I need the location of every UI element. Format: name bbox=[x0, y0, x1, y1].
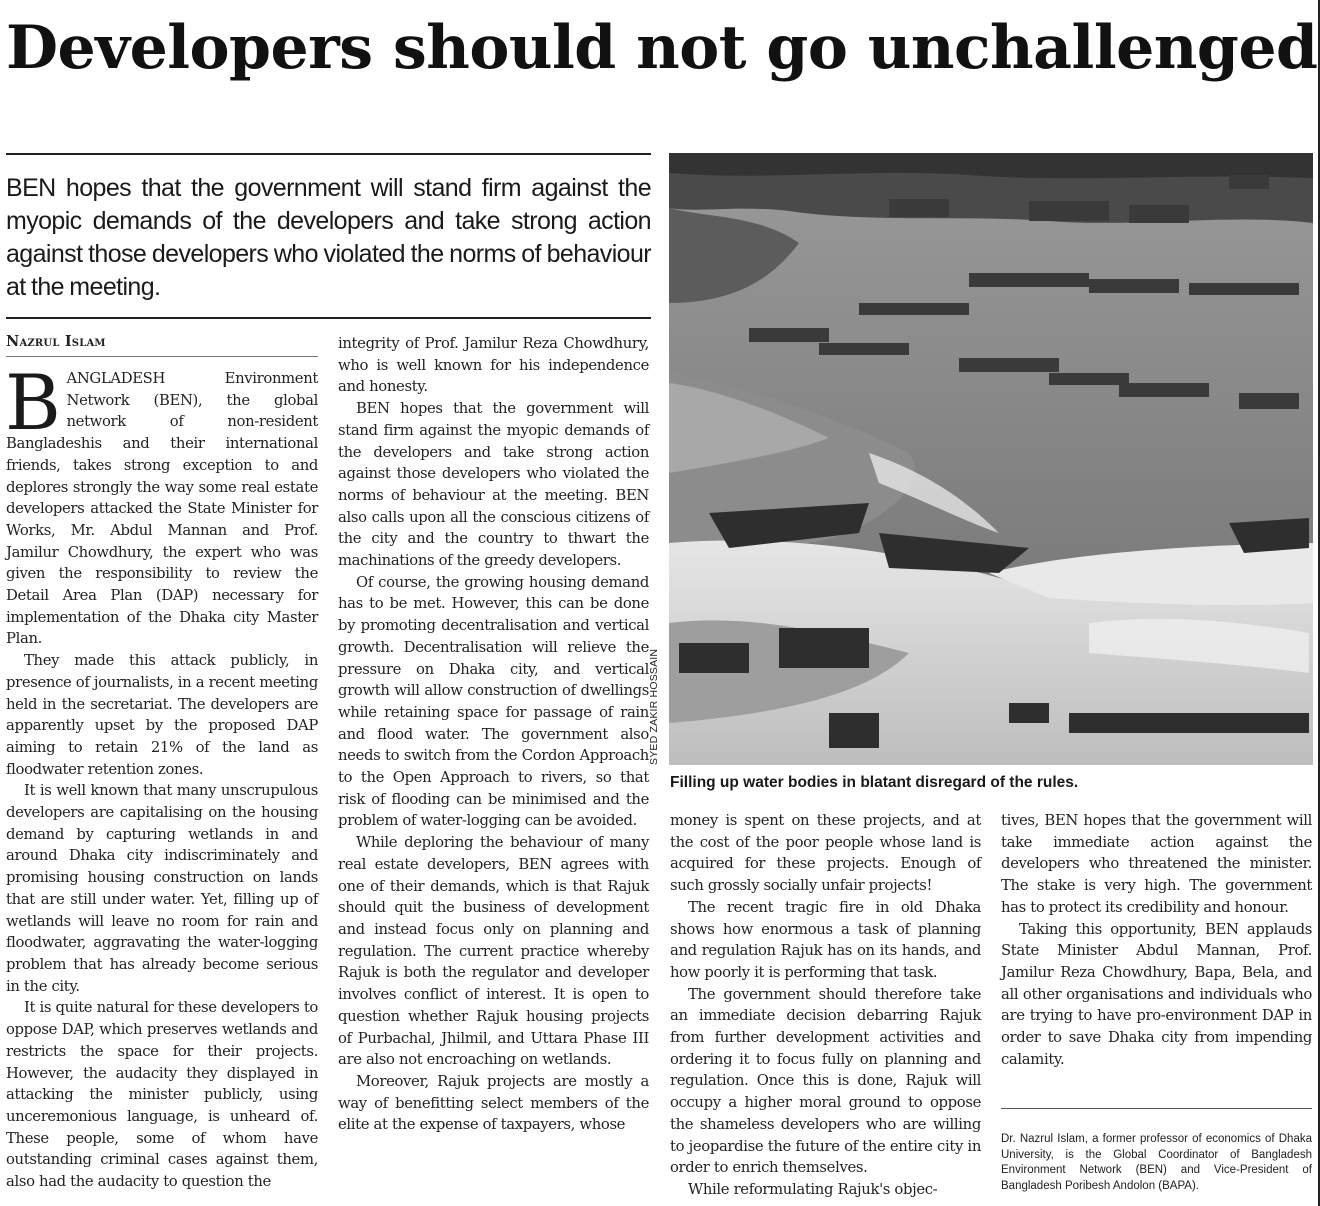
paragraph: The recent tragic fire in old Dhaka shows how enormous a task of planning and regulation Rajuk has on its hands, and how poorly it is performing that task. bbox=[670, 898, 981, 981]
article-column-3 bbox=[670, 810, 981, 1201]
deck-top-rule bbox=[6, 153, 651, 155]
photo-caption: Filling up water bodies in blatant disregard of the rules. bbox=[670, 774, 1079, 791]
paragraph: They made this attack publicly, in presence of journalists, in a recent meeting held in the secretariat. The developers are apparently upset by the proposed DAP aiming to retain 21% of the land as floodwater retention zones. bbox=[6, 652, 318, 778]
paragraph: integrity of Prof. Jamilur Reza Chowdhury, who is well known for his independence and honesty. bbox=[338, 335, 649, 396]
footnote-rule bbox=[1001, 1108, 1312, 1109]
byline-rule bbox=[6, 356, 318, 357]
paragraph: Of course, the growing housing demand has to be met. However, this can be done by promoting decentralisation and vertical growth. Decentralisation will relieve the pressure on Dhaka city, and vertical growth will allow construction of dwellings while retaining space for passage of rain and flood water. The government also needs to switch from the Cordon Approach to the Open Approach to rivers, so that risk of flooding can be minimised and the problem of water-logging can be avoided. bbox=[338, 573, 649, 830]
photo-illustration bbox=[669, 153, 1313, 765]
paragraph: While deploring the behaviour of many real estate developers, BEN agrees with one of their demands, which is that Rajuk should quit the business of development and instead focus only on planning and regulation. The current practice whereby Rajuk is both the regulator and developer involves conflict of interest. It is open to question whether Rajuk housing projects of Purbachal, Jhilmil, and Uttara Phase III are also not encroaching on wetlands. bbox=[338, 834, 649, 1069]
article-column-2 bbox=[338, 333, 649, 1136]
paragraph: It is quite natural for these developers to oppose DAP, which preserves wetlands and restricts the space for their projects. However, the audacity they displayed in attacking the minister publicly, using unceremonious language, is unheard of. These people, some of whom have outstanding criminal cases against them, also had the audacity to question the bbox=[6, 999, 318, 1191]
news-photo bbox=[669, 153, 1313, 765]
paragraph: money is spent on these projects, and at the cost of the poor people whose land is acquired for these projects. Enough of such grossly socially unfair projects! bbox=[670, 812, 981, 895]
byline: Nazrul Islam bbox=[6, 333, 106, 350]
paragraph: While reformulating Rajuk's objec- bbox=[688, 1180, 938, 1198]
paragraph: tives, BEN hopes that the government will take immediate action against the developers who threatened the minister. The stake is very high. The government has to protect its credibility and honour. bbox=[1001, 812, 1312, 916]
paragraph: Taking this opportunity, BEN applauds State Minister Abdul Mannan, Prof. Jamilur Reza Chowdhury, Bapa, Bela, and all other organisations and individuals who are trying to have pro-environment DAP in order to save Dhaka city from impending calamity. bbox=[1001, 920, 1312, 1068]
paragraph bbox=[5, 358, 318, 650]
article-column-1 bbox=[5, 358, 318, 1193]
paragraph: BEN hopes that the government will stand firm against the myopic demands of the developers and take strong action against those developers who violated the norms of behaviour at the meeting. BEN also calls upon all the conscious citizens of the city and the country to thwart the machinations of the greedy developers. bbox=[338, 400, 649, 570]
photo-credit: SYED ZAKIR HOSSAIN bbox=[648, 648, 660, 765]
paragraph-text: ANGLADESH Environment Network (BEN), the global network of non-resident Bangladeshis and their international friends, takes strong exception to and deplores strongly the way some real estate developers attacked the State Minister for Works, Mr. Abdul Mannan and Prof. Jamilur Chowdhury, the expert who was given the responsibility to review the Detail Area Plan (DAP) necessary for implementation of the Dhaka city Master Plan. bbox=[6, 370, 318, 648]
article-column-4 bbox=[1001, 810, 1312, 1070]
paragraph: Moreover, Rajuk projects are mostly a way of benefitting select members of the elite at the expense of taxpayers, whose bbox=[338, 1072, 649, 1134]
paragraph: The government should therefore take an immediate decision debarring Rajuk from further development activities and ordering it to focus fully on planning and regulation. Once this is done, Rajuk will occupy a higher moral ground to oppose the shameless developers who are willing to jeopardise the future of the entire city in order to enrich themselves. bbox=[670, 985, 981, 1177]
drop-cap: B bbox=[5, 358, 61, 447]
headline: Developers should not go unchallenged bbox=[6, 13, 1318, 83]
author-footnote: Dr. Nazrul Islam, a former professor of economics of Dhaka University, is the Global Coordinator of Bangladesh Environment Network (BEN) and Vice-President of Bangladesh Poribesh Andolon (BAPA). bbox=[1001, 1133, 1312, 1192]
deck-bottom-rule bbox=[6, 317, 651, 319]
paragraph: It is well known that many unscrupulous developers are capitalising on the housing demand by capturing wetlands in and around Dhaka city indiscriminately and promising housing construction on lands that are still under water. Yet, filling up of wetlands will leave no room for rain and floodwater, aggravating the water-logging problem that has already become serious in the city. bbox=[6, 782, 318, 995]
deck-summary: BEN hopes that the government will stand firm against the myopic demands of the developers and take strong action against those developers who violated the norms of behaviour at the meeting. bbox=[6, 174, 651, 301]
